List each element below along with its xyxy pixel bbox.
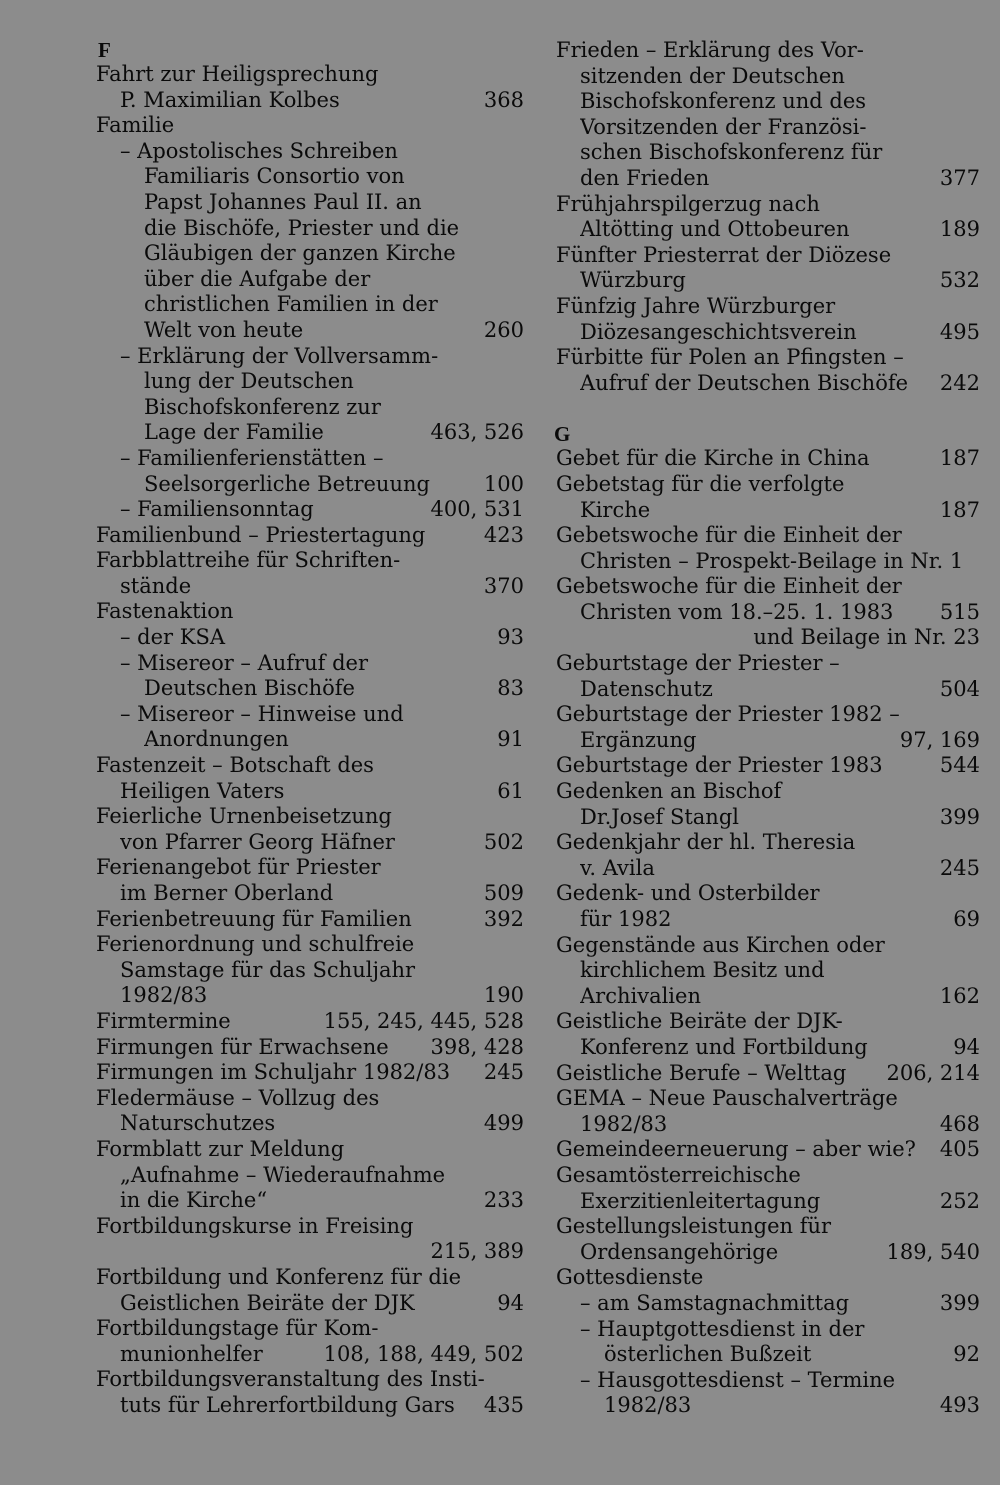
entry-text: tuts für Lehrerfortbildung Gars xyxy=(120,1392,455,1417)
index-entry-line xyxy=(88,88,524,114)
entry-text: Seelsorgerliche Betreuung xyxy=(144,471,430,496)
entry-text: Fastenzeit – Botschaft des xyxy=(96,753,374,778)
page-reference: 502 xyxy=(483,829,524,854)
index-entry-line xyxy=(88,855,524,881)
index-entry-line xyxy=(548,933,980,959)
entry-text: P. Maximilian Kolbes xyxy=(120,87,340,112)
index-entry-line xyxy=(548,651,980,677)
index-column-right xyxy=(548,38,980,1419)
page-reference: 242 xyxy=(939,370,980,395)
index-entry-line xyxy=(88,727,524,753)
entry-text: Ferienbetreuung für Familien xyxy=(96,906,412,931)
index-entry-line xyxy=(548,140,980,166)
index-entry-line xyxy=(548,1265,980,1291)
entry-text: schen Bischofskonferenz für xyxy=(580,140,883,165)
index-entry-line xyxy=(88,625,524,651)
entry-text: Familie xyxy=(96,113,175,138)
index-entry-line xyxy=(548,472,980,498)
entry-text: den Frieden xyxy=(580,165,710,190)
entry-text: GEMA – Neue Pauschalverträge xyxy=(556,1086,898,1111)
entry-text: Gegenstände aus Kirchen oder xyxy=(556,932,885,957)
index-entry-line xyxy=(548,371,980,397)
entry-text: Gebetswoche für die Einheit der xyxy=(556,523,902,548)
index-entry-line xyxy=(548,166,980,192)
entry-text: Vorsitzenden der Französi- xyxy=(580,114,867,139)
entry-text: Geburtstage der Priester 1982 – xyxy=(556,702,900,727)
index-entry-line xyxy=(88,1035,524,1061)
entry-text: Gemeindeerneuerung – aber wie? xyxy=(556,1137,916,1162)
entry-text: Deutschen Bischöfe xyxy=(144,676,355,701)
index-entry-line xyxy=(548,1291,980,1317)
entry-text: Gedenken an Bischof xyxy=(556,779,782,804)
entry-text: Anordnungen xyxy=(144,727,289,752)
page-reference: 233 xyxy=(483,1188,524,1213)
index-entry-line xyxy=(88,1291,524,1317)
page-reference: 463, 526 xyxy=(430,420,524,445)
entry-text: „Aufnahme – Wiederaufnahme xyxy=(120,1162,446,1187)
page-reference: 435 xyxy=(483,1392,524,1417)
index-entry-line xyxy=(548,1342,980,1368)
index-entry-line xyxy=(548,192,980,218)
entry-text: Naturschutzes xyxy=(120,1111,276,1136)
entry-text: Gottesdienste xyxy=(556,1265,704,1290)
page-reference: 252 xyxy=(939,1188,980,1213)
entry-text: Bischofskonferenz zur xyxy=(144,394,381,419)
page-reference: 93 xyxy=(497,625,524,650)
index-entry-line xyxy=(548,1214,980,1240)
index-entry-line xyxy=(88,676,524,702)
index-entry-line xyxy=(88,958,524,984)
index-entry-line xyxy=(88,651,524,677)
section-gap xyxy=(548,396,980,422)
page-reference: 423 xyxy=(483,522,524,547)
index-entry-line xyxy=(548,728,980,754)
index-entry-line xyxy=(548,1317,980,1343)
section-letter-heading: F xyxy=(98,38,111,62)
page-reference: 190 xyxy=(483,983,524,1008)
page-reference: 495 xyxy=(939,319,980,344)
entry-text: von Pfarrer Georg Häfner xyxy=(120,829,395,854)
entry-text: Fürbitte für Polen an Pfingsten – xyxy=(556,345,904,370)
index-entry-line xyxy=(88,574,524,600)
entry-text: Geburtstage der Priester – xyxy=(556,651,840,676)
page-reference: 155, 245, 445, 528 xyxy=(323,1008,524,1033)
entry-text: Samstage für das Schuljahr xyxy=(120,957,416,982)
index-entry-line xyxy=(88,344,524,370)
index-entry-line xyxy=(548,907,980,933)
page-reference: 94 xyxy=(497,1290,524,1315)
entry-text: Farbblattreihe für Schriften- xyxy=(96,548,401,573)
index-entry-line xyxy=(88,139,524,165)
index-entry-line xyxy=(88,881,524,907)
entry-text: Dr.Josef Stangl xyxy=(580,804,739,829)
entry-text: Ergänzung xyxy=(580,727,697,752)
index-entry-line xyxy=(548,498,980,524)
page-reference: 544 xyxy=(939,753,980,778)
page-reference: 206, 214 xyxy=(886,1060,980,1085)
page-reference: 504 xyxy=(939,676,980,701)
entry-text: Firmungen für Erwachsene xyxy=(96,1034,389,1059)
page-reference: 94 xyxy=(953,1034,980,1059)
index-entry-line xyxy=(548,830,980,856)
entry-text: 1982/83 xyxy=(604,1393,692,1418)
entry-text: in die Kirche“ xyxy=(120,1188,268,1213)
index-entry-line xyxy=(88,548,524,574)
index-entry-line xyxy=(548,856,980,882)
page-reference: 92 xyxy=(953,1342,980,1367)
entry-text: – Misereor – Hinweise und xyxy=(120,701,404,726)
entry-text: Gläubigen der ganzen Kirche xyxy=(144,241,456,266)
entry-text: österlichen Bußzeit xyxy=(604,1342,812,1367)
index-entry-line xyxy=(548,984,980,1010)
index-entry-line xyxy=(548,294,980,320)
page-reference: 97, 169 xyxy=(899,727,980,752)
page-reference: 61 xyxy=(497,778,524,803)
index-entry-line xyxy=(548,1009,980,1035)
index-entry-line xyxy=(88,1214,524,1240)
index-entry-line xyxy=(88,1163,524,1189)
page-reference: 245 xyxy=(939,855,980,880)
entry-text: Gesamtösterreichische xyxy=(556,1162,801,1187)
page-reference: 69 xyxy=(953,907,980,931)
index-entry-line xyxy=(548,1035,980,1061)
entry-text: Gestellungsleistungen für xyxy=(556,1214,832,1239)
page-reference: 91 xyxy=(497,727,524,752)
entry-text: Welt von heute xyxy=(144,317,304,342)
entry-text: Fortbildungstage für Kom- xyxy=(96,1316,379,1341)
index-entry-line xyxy=(88,62,524,88)
entry-text: Lage der Familie xyxy=(144,420,324,445)
entry-text: Würzburg xyxy=(580,268,686,293)
index-entry-line xyxy=(548,549,980,575)
index-entry-line xyxy=(88,1265,524,1291)
index-entry-line xyxy=(88,1367,524,1393)
index-entry-line xyxy=(548,243,980,269)
page-reference: 162 xyxy=(939,983,980,1008)
index-entry-line xyxy=(548,1112,980,1138)
page-reference: 187 xyxy=(939,446,980,471)
entry-text: Geburtstage der Priester 1983 xyxy=(556,753,883,778)
entry-text: über die Aufgabe der xyxy=(144,266,371,291)
entry-text: kirchlichem Besitz und xyxy=(580,958,825,983)
entry-text: Frieden – Erklärung des Vor- xyxy=(556,38,864,62)
entry-text: 1982/83 xyxy=(120,983,208,1008)
index-entry-line xyxy=(548,446,980,472)
index-entry-line xyxy=(548,1240,980,1266)
section-letter-heading: G xyxy=(554,422,571,447)
index-entry-line xyxy=(548,1086,980,1112)
entry-text: für 1982 xyxy=(580,907,672,931)
index-entry-line xyxy=(548,625,980,651)
index-entry-line xyxy=(88,472,524,498)
entry-text: Gedenk- und Osterbilder xyxy=(556,881,820,906)
entry-text: Christen vom 18.–25. 1. 1983 xyxy=(580,599,894,624)
index-entry-line xyxy=(88,446,524,472)
page-reference: 108, 188, 449, 502 xyxy=(323,1341,524,1366)
page-reference: 405 xyxy=(939,1137,980,1162)
page-reference: 515 xyxy=(939,599,980,624)
entry-text: Frühjahrspilgerzug nach xyxy=(556,191,820,216)
index-entry-line xyxy=(548,268,980,294)
entry-text: Fastenaktion xyxy=(96,599,234,624)
index-entry-line xyxy=(548,677,980,703)
entry-text: Gebetstag für die verfolgte xyxy=(556,471,845,496)
index-entry-line xyxy=(548,523,980,549)
index-entry-line xyxy=(548,38,980,64)
entry-text: Bischofskonferenz und des xyxy=(580,89,867,114)
entry-text: Ferienangebot für Priester xyxy=(96,855,381,880)
index-entry-line xyxy=(88,318,524,344)
page-reference: 83 xyxy=(497,676,524,701)
entry-text: Datenschutz xyxy=(580,676,713,701)
entry-text: – Erklärung der Vollversamm- xyxy=(120,343,439,368)
index-entry-line xyxy=(548,345,980,371)
index-entry-line xyxy=(88,420,524,446)
index-entry-line xyxy=(548,805,980,831)
page-reference: 377 xyxy=(939,165,980,190)
entry-text: Fünfter Priesterrat der Diözese xyxy=(556,242,892,267)
index-entry-line xyxy=(88,497,524,523)
entry-text: – Familienferienstätten – xyxy=(120,445,384,470)
index-entry-line xyxy=(548,600,980,626)
index-entry-line xyxy=(88,267,524,293)
index-entry-line xyxy=(548,779,980,805)
entry-text: – am Samstagnachmittag xyxy=(580,1290,850,1315)
entry-text: Firmtermine xyxy=(96,1008,231,1033)
index-entry-line xyxy=(88,190,524,216)
entry-text: lung der Deutschen xyxy=(144,369,354,394)
page-reference: 370 xyxy=(483,573,524,598)
entry-text: Christen – Prospekt-Beilage in Nr. 1 xyxy=(580,548,964,573)
index-entry-line xyxy=(88,164,524,190)
page-reference: 245 xyxy=(483,1060,524,1085)
page-reference: und Beilage in Nr. 23 xyxy=(753,625,980,650)
page-reference: 398, 428 xyxy=(430,1034,524,1059)
page-reference: 189 xyxy=(939,217,980,242)
entry-text: Kirche xyxy=(580,497,651,522)
entry-text: im Berner Oberland xyxy=(120,881,334,905)
index-entry-line xyxy=(88,779,524,805)
index-entry-line xyxy=(548,89,980,115)
index-entry-line xyxy=(88,702,524,728)
entry-text: Gedenkjahr der hl. Theresia xyxy=(556,830,856,855)
entry-text: Ferienordnung und schulfreie xyxy=(96,932,415,957)
index-entry-line xyxy=(88,932,524,958)
index-entry-line xyxy=(88,523,524,549)
page-reference: 399 xyxy=(939,804,980,829)
index-entry-line xyxy=(88,216,524,242)
index-entry-line xyxy=(88,1393,524,1419)
entry-text: Gebetswoche für die Einheit der xyxy=(556,574,902,599)
index-entry-line xyxy=(548,702,980,728)
entry-text: Heiligen Vaters xyxy=(120,778,285,803)
page-reference: 189, 540 xyxy=(886,1239,980,1264)
entry-text: Formblatt zur Meldung xyxy=(96,1136,345,1161)
entry-text: Altötting und Ottobeuren xyxy=(580,217,850,242)
entry-text: stände xyxy=(120,573,192,598)
page-reference: 468 xyxy=(939,1111,980,1136)
index-entry-line xyxy=(88,983,524,1009)
index-entry-line xyxy=(548,1163,980,1189)
entry-text: Fahrt zur Heiligsprechung xyxy=(96,62,379,86)
entry-text: christlichen Familien in der xyxy=(144,292,438,317)
entry-text: Archivalien xyxy=(580,983,701,1008)
index-entry-line xyxy=(88,241,524,267)
entry-text: Feierliche Urnenbeisetzung xyxy=(96,804,392,829)
index-entry-line xyxy=(548,881,980,907)
page-reference: 187 xyxy=(939,497,980,522)
index-entry-line xyxy=(548,217,980,243)
page-reference: 532 xyxy=(939,268,980,293)
entry-text: Familiaris Consortio von xyxy=(144,164,405,189)
index-entry-line xyxy=(548,1061,980,1087)
entry-text: sitzenden der Deutschen xyxy=(580,63,845,88)
entry-text: Gebet für die Kirche in China xyxy=(556,446,870,471)
entry-text: Fortbildungsveranstaltung des Insti- xyxy=(96,1367,485,1392)
entry-text: Fünfzig Jahre Würzburger xyxy=(556,293,836,318)
index-entry-line xyxy=(548,958,980,984)
entry-text: Ordensangehörige xyxy=(580,1239,779,1264)
entry-text: Fledermäuse – Vollzug des xyxy=(96,1085,380,1110)
page-reference: 399 xyxy=(939,1290,980,1315)
index-entry-line xyxy=(548,320,980,346)
index-column-left xyxy=(88,38,524,1418)
index-entry-line xyxy=(548,1368,980,1394)
index-entry-line xyxy=(548,1393,980,1419)
index-entry-line xyxy=(88,1009,524,1035)
page-reference: 368 xyxy=(483,87,524,112)
entry-text: – Hauptgottesdienst in der xyxy=(580,1316,865,1341)
index-entry-line xyxy=(548,1189,980,1215)
entry-text: Diözesangeschichtsverein xyxy=(580,319,857,344)
index-entry-line xyxy=(88,1316,524,1342)
page-reference: 215, 389 xyxy=(430,1239,524,1264)
entry-text: Geistliche Beiräte der DJK- xyxy=(556,1009,843,1034)
entry-text: – der KSA xyxy=(120,625,225,650)
index-entry-line xyxy=(548,1137,980,1163)
entry-text: – Familiensonntag xyxy=(120,497,314,522)
index-entry-line xyxy=(88,1086,524,1112)
entry-text: Aufruf der Deutschen Bischöfe xyxy=(580,370,909,395)
index-entry-line xyxy=(88,1111,524,1137)
page-reference: 260 xyxy=(483,317,524,342)
entry-text: Geistliche Berufe – Welttag xyxy=(556,1060,847,1085)
entry-text: Fortbildung und Konferenz für die xyxy=(96,1264,462,1289)
page-reference: 392 xyxy=(483,906,524,931)
index-entry-line xyxy=(88,1137,524,1163)
index-entry-line xyxy=(548,64,980,90)
entry-text: v. Avila xyxy=(580,855,655,880)
entry-text: Geistlichen Beiräte der DJK xyxy=(120,1290,415,1315)
entry-text: Firmungen im Schuljahr 1982/83 xyxy=(96,1060,451,1085)
index-entry-line xyxy=(88,599,524,625)
entry-text: Fortbildungskurse in Freising xyxy=(96,1213,414,1238)
index-entry-line xyxy=(88,753,524,779)
index-entry-line xyxy=(88,830,524,856)
index-entry-line xyxy=(88,1239,524,1265)
entry-text: Konferenz und Fortbildung xyxy=(580,1034,868,1059)
entry-text: munionhelfer xyxy=(120,1341,263,1366)
entry-text: Exerzitienleitertagung xyxy=(580,1188,821,1213)
index-entry-line xyxy=(548,753,980,779)
entry-text: – Hausgottesdienst – Termine xyxy=(580,1367,896,1392)
entry-text: 1982/83 xyxy=(580,1111,668,1136)
index-entry-line xyxy=(88,1342,524,1368)
index-entry-line xyxy=(88,1060,524,1086)
entry-text: – Misereor – Aufruf der xyxy=(120,650,368,675)
index-entry-line xyxy=(88,395,524,421)
index-entry-line xyxy=(88,369,524,395)
entry-text: – Apostolisches Schreiben xyxy=(120,138,398,163)
index-entry-line xyxy=(88,292,524,318)
entry-text: Familienbund – Priestertagung xyxy=(96,522,426,547)
page-reference: 499 xyxy=(483,1111,524,1136)
entry-text: die Bischöfe, Priester und die xyxy=(144,215,460,240)
page-reference: 400, 531 xyxy=(430,497,524,522)
index-entry-line xyxy=(548,574,980,600)
index-entry-line xyxy=(88,804,524,830)
index-entry-line xyxy=(88,113,524,139)
page-reference: 493 xyxy=(939,1393,980,1418)
page-reference: 509 xyxy=(483,881,524,905)
entry-text: Papst Johannes Paul II. an xyxy=(144,189,422,214)
index-entry-line xyxy=(88,907,524,933)
page-reference: 100 xyxy=(483,471,524,496)
index-entry-line xyxy=(548,115,980,141)
index-entry-line xyxy=(88,1188,524,1214)
